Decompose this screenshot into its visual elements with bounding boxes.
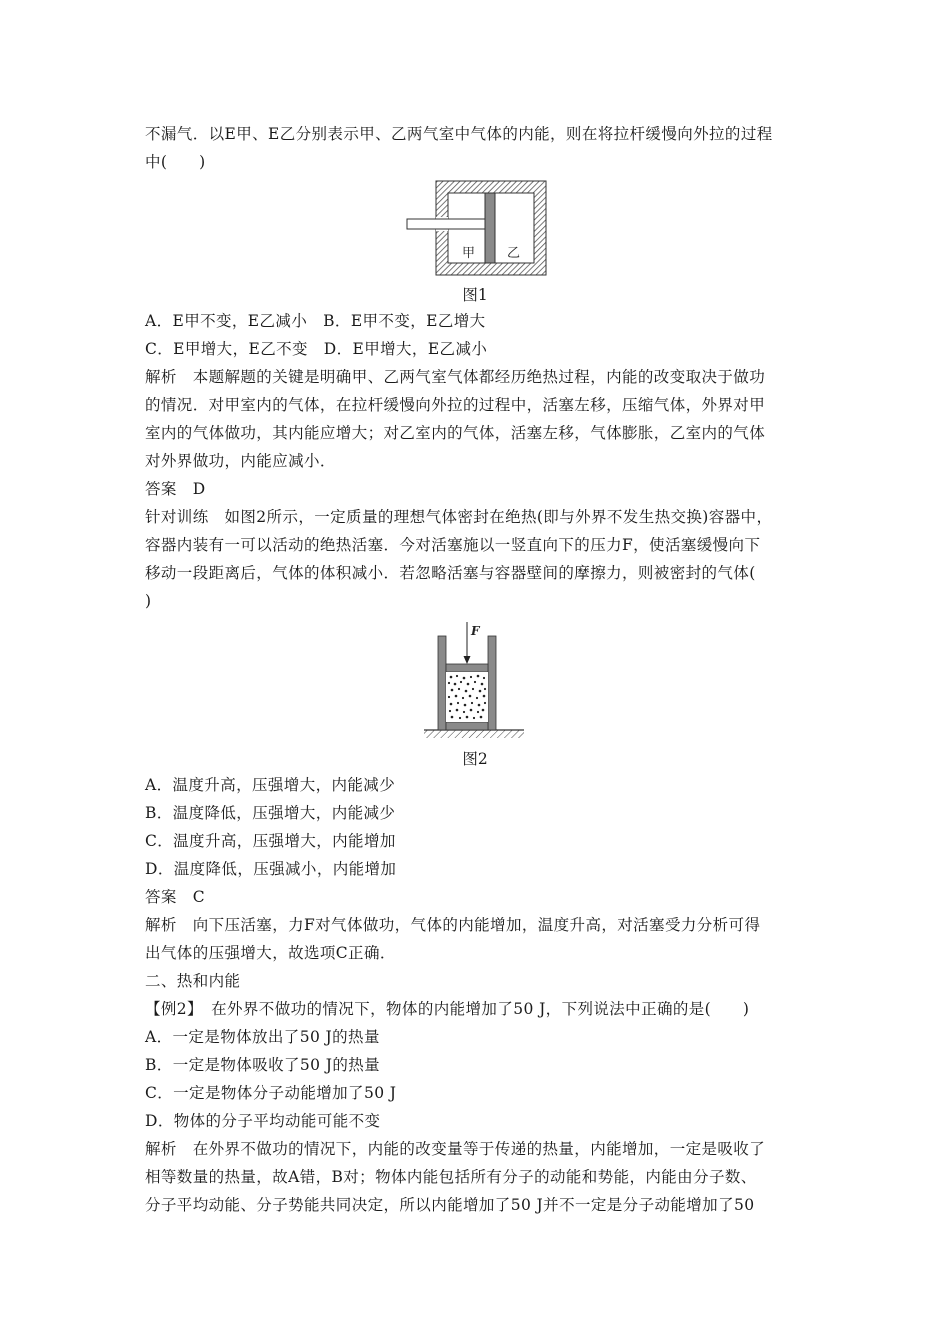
text-line: 解析 在外界不做功的情况下，内能的改变量等于传递的热量，内能增加，一定是吸收了	[145, 1140, 766, 1158]
chamber-jia-label: 甲	[462, 246, 476, 261]
text-line: 答案 C	[145, 888, 205, 906]
text-line: 解析 向下压活塞，力F对气体做功，气体的内能增加，温度升高，对活塞受力分析可得	[145, 916, 761, 934]
text-line: C．一定是物体分子动能增加了50 J	[145, 1084, 397, 1102]
text-line: A．E甲不变，E乙减小 B．E甲不变，E乙增大	[145, 312, 486, 330]
text-line: 相等数量的热量，故A错，B对；物体内能包括所有分子的动能和势能，内能由分子数、	[145, 1168, 757, 1186]
text-line: 解析 本题解题的关键是明确甲、乙两气室气体都经历绝热过程，内能的改变取决于做功	[145, 368, 766, 386]
text-line: A．温度升高，压强增大，内能减少	[145, 776, 396, 794]
example-question: 【例2】 在外界不做功的情况下，物体的内能增加了50 J，下列说法中正确的是( )	[145, 1000, 750, 1018]
figure-1-caption: 图1	[462, 286, 488, 304]
figure-2-diagram	[424, 620, 524, 742]
text-line: 分子平均动能、分子势能共同决定，所以内能增加了50 J并不一定是分子动能增加了50	[145, 1196, 755, 1214]
text-line: C．E甲增大，E乙不变 D．E甲增大，E乙减小	[145, 340, 488, 358]
text-line: 室内的气体做功，其内能应增大；对乙室内的气体，活塞左移，气体膨胀，乙室内的气体	[145, 424, 766, 442]
text-line: 不漏气．以E甲、E乙分别表示甲、乙两气室中气体的内能，则在将拉杆缓慢向外拉的过程	[145, 125, 773, 143]
text-line: C．温度升高，压强增大，内能增加	[145, 832, 396, 850]
figure-2-caption: 图2	[462, 750, 488, 768]
chamber-yi-label: 乙	[507, 246, 521, 261]
force-label: F	[471, 624, 480, 638]
text-line: 容器内装有一可以活动的绝热活塞．今对活塞施以一竖直向下的压力F，使活塞缓慢向下	[145, 536, 761, 554]
text-line: D．温度降低，压强减小，内能增加	[145, 860, 397, 878]
text-line: 对外界做功，内能应减小．	[145, 452, 336, 470]
text-line: B．一定是物体吸收了50 J的热量	[145, 1056, 381, 1074]
text-line: D．物体的分子平均动能可能不变	[145, 1112, 381, 1130]
text-line: 的情况．对甲室内的气体，在拉杆缓慢向外拉的过程中，活塞左移，压缩气体，外界对甲	[145, 396, 766, 414]
text-line: 中( )	[145, 153, 206, 171]
text-line: 针对训练 如图2所示，一定质量的理想气体密封在绝热(即与外界不发生热交换)容器中，	[145, 508, 773, 526]
text-line: 移动一段距离后，气体的体积减小．若忽略活塞与容器壁间的摩擦力，则被密封的气体(	[145, 564, 756, 582]
text-line: B．温度降低，压强增大，内能减少	[145, 804, 396, 822]
text-line: A．一定是物体放出了50 J的热量	[145, 1028, 380, 1046]
text-line: )	[145, 592, 152, 610]
figure-1-diagram	[405, 179, 550, 279]
text-line: 出气体的压强增大，故选项C正确．	[145, 944, 396, 962]
text-line: 答案 D	[145, 480, 206, 498]
section-heading: 二、热和内能	[145, 972, 241, 990]
